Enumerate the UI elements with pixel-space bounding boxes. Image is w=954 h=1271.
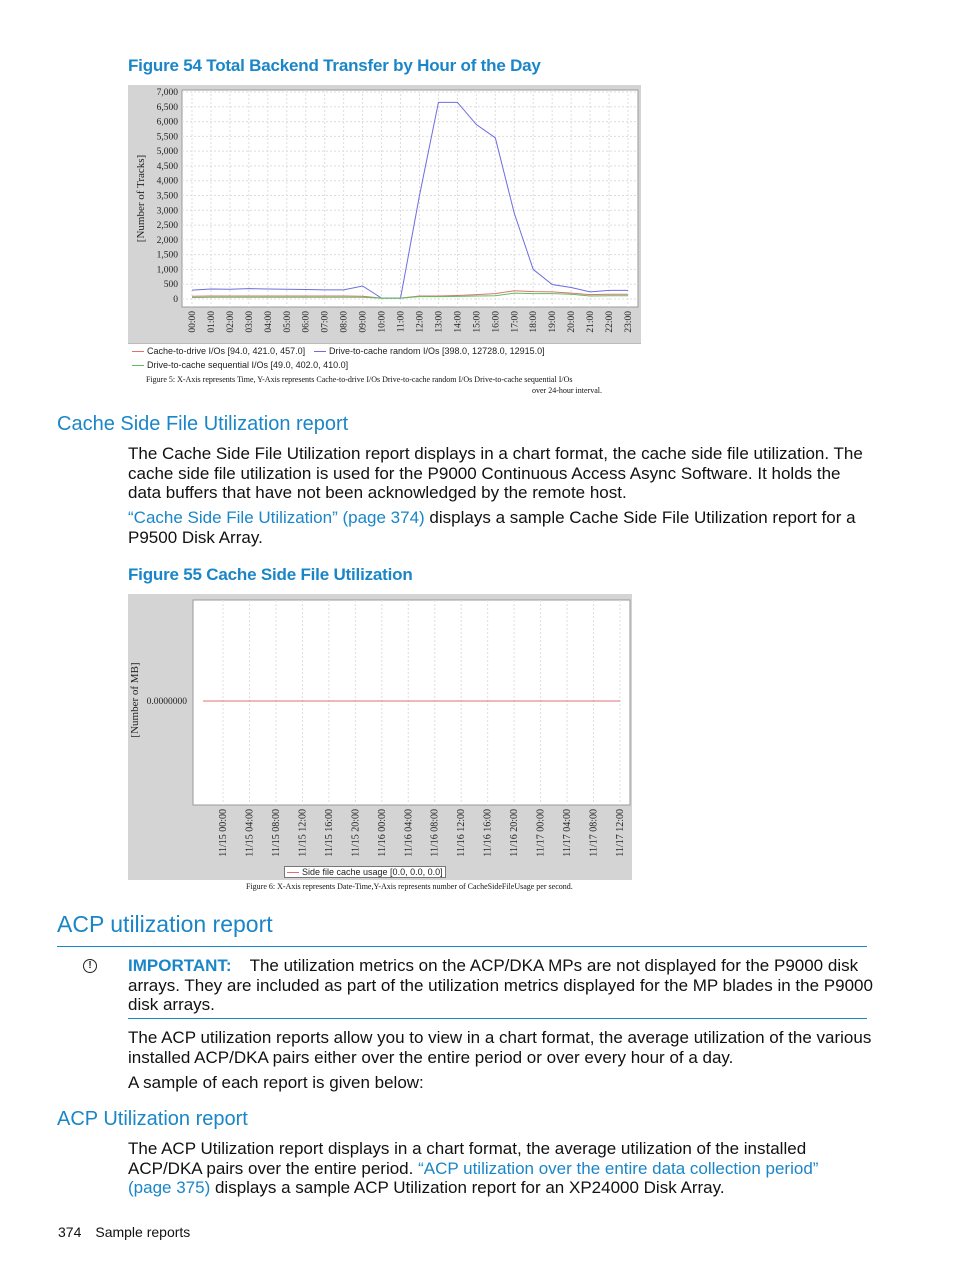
important-top-rule: [57, 946, 867, 947]
footer-section-title: Sample reports: [95, 1224, 191, 1240]
x-tick-label: 02:00: [225, 311, 236, 333]
acp-report-text-start: The ACP Utilization report displays in a chart format, the average utilization of the installed ACP/DKA pairs over the entire period.: [128, 1139, 807, 1178]
x-tick-label: 11/15 08:00: [270, 809, 282, 857]
plot-area: [182, 90, 638, 307]
important-note: [128, 956, 873, 1015]
x-tick-label: 10:00: [377, 311, 388, 333]
x-tick-label: 16:00: [491, 311, 502, 333]
x-tick-label: 09:00: [358, 311, 369, 333]
y-tick-label: 1,500: [156, 250, 178, 261]
x-tick-label: 11/16 08:00: [429, 809, 441, 857]
x-tick-label: 11/15 04:00: [244, 809, 256, 857]
x-tick-label: 18:00: [529, 311, 540, 333]
x-tick-label: 15:00: [472, 311, 483, 333]
x-tick-label: 11/15 16:00: [323, 809, 335, 857]
y-tick-label: 3,000: [156, 206, 178, 217]
important-bottom-rule: [128, 1018, 867, 1019]
figure-54-note-line1: Figure 5: X-Axis represents Time, Y-Axis represents Cache-to-drive I/Os Drive-to-cache random I/Os Drive-to-cache sequential I/Os: [146, 375, 573, 384]
x-tick-label: 11/17 00:00: [535, 809, 547, 857]
y-tick-label: 2,000: [156, 235, 178, 246]
x-tick-label: 22:00: [605, 311, 616, 333]
y-tick-label: 1,000: [156, 265, 178, 276]
cache-side-file-svg: [128, 594, 632, 880]
figure-54-note-line2: over 24-hour interval.: [532, 386, 602, 395]
legend-label: Drive-to-cache random I/Os [398.0, 12728.0, 12915.0]: [329, 346, 545, 356]
cache-side-file-legend: [128, 862, 632, 880]
legend-item-drive-to-cache-sequential: [132, 360, 348, 370]
y-tick-label: 0.0000000: [146, 697, 187, 707]
x-tick-label: 06:00: [301, 311, 312, 333]
x-tick-label: 11/17 04:00: [562, 809, 574, 857]
y-tick-label: 7,000: [156, 88, 178, 98]
acp-utilization-report-paragraph: [128, 1139, 828, 1198]
legend-swatch-red: [132, 351, 144, 352]
x-tick-label: 00:00: [188, 311, 198, 333]
acp-utilization-heading: ACP utilization report: [57, 911, 273, 937]
figure-54-caption: Figure 54 Total Backend Transfer by Hour of the Day: [128, 56, 541, 75]
y-tick-label: 0: [173, 295, 178, 305]
y-tick-label: 3,500: [156, 191, 178, 202]
x-tick-label: 05:00: [282, 311, 293, 333]
legend-item-drive-to-cache-random: [314, 346, 545, 356]
y-tick-label: 5,500: [156, 132, 178, 143]
page-footer: [58, 1224, 190, 1240]
page-number: 374: [58, 1224, 82, 1240]
x-tick-label: 19:00: [548, 311, 559, 333]
y-tick-label: 4,000: [156, 176, 178, 187]
x-tick-label: 14:00: [453, 311, 464, 333]
cache-side-file-chart: [128, 594, 632, 880]
x-tick-label: 11/17 12:00: [615, 809, 626, 857]
y-axis-label: [Number of MB]: [129, 662, 141, 738]
x-tick-label: 11/16 20:00: [509, 809, 521, 857]
x-tick-label: 11/17 08:00: [588, 809, 600, 857]
x-tick-label: 11/15 00:00: [218, 809, 229, 857]
figure-55-caption: Figure 55 Cache Side File Utilization: [128, 565, 413, 584]
y-tick-label: 5,000: [156, 147, 178, 158]
backend-transfer-chart: [128, 85, 641, 343]
legend-item-cache-to-drive: [132, 346, 305, 356]
y-tick-label: 4,500: [156, 161, 178, 172]
x-tick-label: 11/16 04:00: [403, 809, 415, 857]
x-tick-label: 20:00: [567, 311, 578, 333]
legend-label: Cache-to-drive I/Os [94.0, 421.0, 457.0]: [147, 346, 306, 356]
x-tick-label: 03:00: [244, 311, 255, 333]
cache-side-file-paragraph: The Cache Side File Utilization report displays in a chart format, the cache side file utilization. The cache side file utilization is used for the P9000 Continuous Access Async Software. It holds the data buffers that have not been acknowledged by the remote host.: [128, 444, 863, 502]
legend-swatch-red: [287, 872, 299, 873]
acp-sample-paragraph: A sample of each report is given below:: [128, 1073, 424, 1092]
acp-utilization-report-heading: ACP Utilization report: [57, 1108, 248, 1130]
y-axis-label: [Number of Tracks]: [135, 154, 147, 243]
figure-55-note: Figure 6: X-Axis represents Date-Time,Y-Axis represents number of CacheSideFileUsage per second.: [246, 882, 573, 891]
x-tick-label: 21:00: [586, 311, 597, 333]
important-text: The utilization metrics on the ACP/DKA MPs are not displayed for the P9000 disk arrays. They are included as part of the utilization metrics displayed for the MP blades in the P9000 disk arrays.: [128, 956, 873, 1014]
x-tick-label: 12:00: [415, 311, 426, 333]
backend-transfer-svg: [128, 85, 641, 343]
y-tick-label: 500: [163, 280, 178, 291]
x-tick-label: 13:00: [434, 311, 445, 333]
x-tick-label: 04:00: [263, 311, 274, 333]
x-tick-label: 11/16 12:00: [456, 809, 468, 857]
x-tick-label: 11/15 12:00: [297, 809, 309, 857]
plot-area: [193, 600, 630, 805]
acp-report-figure-link[interactable]: “ACP utilization over the entire data collection period” (page 375): [128, 1158, 819, 1197]
x-tick-label: 17:00: [510, 311, 521, 333]
legend-label: Drive-to-cache sequential I/Os [49.0, 402.0, 410.0]: [147, 360, 349, 370]
cache-side-file-figure-link[interactable]: “Cache Side File Utilization” (page 374): [128, 508, 425, 527]
legend-label: Side file cache usage [0.0, 0.0, 0.0]: [302, 867, 443, 877]
x-tick-label: 23:00: [624, 311, 634, 333]
x-tick-label: 08:00: [339, 311, 350, 333]
cache-side-file-reference-text: displays a sample Cache Side File Utilization report for a P9500 Disk Array.: [128, 508, 856, 547]
y-tick-label: 6,500: [156, 102, 178, 113]
backend-transfer-legend: [128, 343, 641, 374]
important-icon: !: [83, 959, 97, 973]
x-tick-label: 11/16 16:00: [482, 809, 494, 857]
legend-swatch-green: [132, 365, 144, 366]
legend-item-side-file-cache-usage: [284, 866, 446, 878]
y-tick-label: 6,000: [156, 117, 178, 128]
y-tick-label: 2,500: [156, 221, 178, 232]
x-tick-label: 01:00: [206, 311, 217, 333]
cache-side-file-heading: Cache Side File Utilization report: [57, 413, 349, 435]
x-tick-label: 11/15 20:00: [350, 809, 362, 857]
acp-utilization-paragraph: The ACP utilization reports allow you to view in a chart format, the average utilization of the various installed ACP/DKA pairs either over the entire period or over every hour of a day.: [128, 1028, 872, 1067]
important-label: IMPORTANT:: [128, 956, 232, 975]
x-tick-label: 11/16 00:00: [376, 809, 388, 857]
legend-swatch-blue: [314, 351, 326, 352]
x-tick-label: 11:00: [396, 311, 407, 333]
x-tick-label: 07:00: [320, 311, 331, 333]
cache-side-file-reference-paragraph: [128, 508, 873, 547]
acp-report-text-end: displays a sample ACP Utilization report for an XP24000 Disk Array.: [210, 1178, 725, 1197]
